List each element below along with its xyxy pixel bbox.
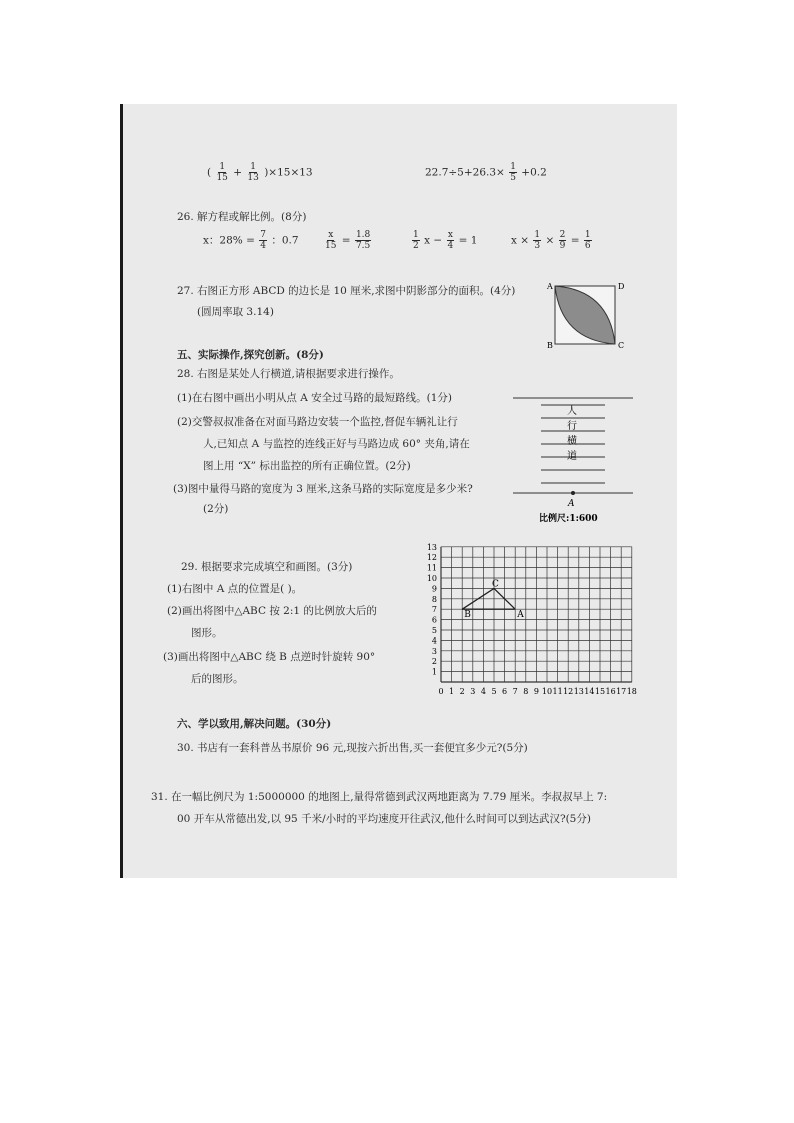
y-tick-label: 4 [431,636,437,646]
y-tick-label: 2 [431,657,437,667]
text: +0.2 [521,166,547,179]
x-tick-label: 9 [533,687,539,696]
point-a-marker [571,491,575,495]
fraction [446,230,454,251]
section-6-heading: 六、学以致用,解决问题。(30分) [177,718,332,730]
denominator: 6 [584,241,591,251]
crosswalk-char: 人 [567,406,577,417]
label-b: B [547,341,553,350]
question-28-part2-line2: 人,已知点 A 与监控的连线正好与马路边成 60° 夹角,请在 [203,438,470,450]
equation-2 [323,230,372,251]
question-26-title: 26. 解方程或解比例。(8分) [177,211,307,223]
denominator: 13 [247,173,259,183]
numerator: 1 [534,230,541,240]
x-tick-label: 3 [470,687,476,696]
denominator: 3 [534,241,541,251]
fraction [259,230,267,251]
text: = [570,234,580,247]
denominator: 4 [447,241,454,251]
question-28-part2-line3: 图上用 “X” 标出监控的所有正确位置。(2分) [203,460,411,472]
question-29-title: 29. 根据要求完成填空和画图。(3分) [181,561,353,573]
expression-2 [425,162,547,183]
denominator: 4 [260,241,266,251]
x-tick-label: 18 [626,687,637,696]
question-29-part2-line2: 图形。 [191,627,223,639]
x-tick-label: 8 [523,687,529,696]
text: × [545,234,555,247]
numerator: x [447,230,453,240]
numerator: 1 [584,230,591,240]
label-a: A [517,610,524,621]
label-c: C [492,579,499,590]
fraction [584,230,592,251]
fraction [215,162,228,183]
y-tick-label: 3 [431,646,437,656]
x-tick-label: 2 [459,687,465,696]
fraction [246,162,259,183]
point-a-label: A [568,499,575,509]
y-tick-label: 9 [431,584,437,594]
y-tick-label: 12 [426,553,437,563]
x-tick-label: 1 [449,687,455,696]
question-29-part3-line1: (3)画出将图中△ABC 绕 B 点逆时针旋转 90° [163,651,376,663]
label-b: B [464,610,471,621]
text: ( [207,166,212,179]
equation-4 [511,230,593,251]
x-tick-label: 17 [616,687,627,696]
label-c: C [618,341,625,350]
coordinate-grid [423,536,647,700]
crosswalk-char: 横 [567,436,577,447]
fraction [509,162,517,183]
numerator: 2 [559,230,566,240]
question-28-part3-line2: (2分) [203,503,229,515]
section-5-heading: 五、实际操作,探究创新。(8分) [177,349,324,361]
equation-1 [203,230,299,251]
x-tick-label: 13 [573,687,584,696]
x-tick-label: 11 [552,687,563,696]
expression-1 [207,162,313,183]
text: = [341,234,351,247]
fraction [355,230,371,251]
text: )×15×13 [264,166,313,179]
text: ：0.7 [271,234,299,247]
label-d: D [618,282,625,291]
numerator: 1 [510,162,516,172]
square-lens-figure [539,276,629,350]
numerator: 1 [413,230,419,240]
question-27-line1: 27. 右图正方形 ABCD 的边长是 10 厘米,求图中阴影部分的面积。(4分) [177,285,516,297]
text: + [233,166,243,179]
question-28-title: 28. 右图是某处人行横道,请根据要求进行操作。 [177,368,400,380]
y-tick-label: 13 [426,542,437,552]
crosswalk-char: 道 [567,451,577,462]
y-tick-label: 7 [431,605,437,615]
question-29-part3-line2: 后的图形。 [191,673,244,685]
question-29-part1: (1)右图中 A 点的位置是( )。 [167,583,303,595]
question-31-line1: 31. 在一幅比例尺为 1:5000000 的地图上,量得常德到武汉两地距离为 7.79 厘米。李叔叔早上 7: [151,791,608,803]
question-27-line2: (圆周率取 3.14) [197,306,274,318]
x-tick-label: 7 [512,687,518,696]
question-28-part1: (1)在右图中画出小明从点 A 安全过马路的最短路线。(1分) [177,392,453,404]
fraction [324,230,337,251]
text: x − [424,234,443,247]
label-a: A [547,282,553,291]
fraction [559,230,567,251]
numerator: 7 [260,230,266,240]
question-28-part2-line1: (2)交警叔叔准备在对面马路边安装一个监控,督促车辆礼让行 [177,416,458,428]
text: 22.7÷5+26.3× [425,166,505,179]
denominator: 2 [413,241,419,251]
y-tick-label: 11 [426,563,437,573]
y-tick-label: 1 [431,667,437,677]
x-tick-label: 14 [584,687,595,696]
x-tick-label: 5 [491,687,497,696]
question-28-part3-line1: (3)图中量得马路的宽度为 3 厘米,这条马路的实际宽度是多少米? [173,483,473,495]
numerator: 1 [250,162,256,172]
x-tick-label: 10 [541,687,553,696]
fraction [533,230,541,251]
denominator: 15 [325,241,337,251]
fraction [412,230,420,251]
text: x × [511,234,530,247]
denominator: 9 [559,241,566,251]
text: = 1 [458,234,478,247]
numerator: x [328,230,334,240]
question-30: 30. 书店有一套科普丛书原价 96 元,现按六折出售,买一套便宜多少元?(5分) [177,742,528,754]
exam-page [120,104,677,878]
x-tick-label: 15 [594,687,606,696]
x-tick-label: 6 [502,687,508,696]
denominator: 15 [216,173,228,183]
denominator: 7.5 [355,241,371,251]
crosswalk-char: 行 [567,421,577,432]
x-tick-label: 0 [438,687,444,696]
crosswalk-figure [511,390,635,526]
y-tick-label: 6 [431,615,437,625]
x-tick-label: 4 [480,687,486,696]
numerator: 1 [219,162,226,172]
equation-3 [411,230,477,251]
y-tick-label: 8 [431,594,437,604]
scale-label: 比例尺:1:600 [539,514,598,524]
y-tick-label: 10 [426,574,437,583]
y-tick-label: 5 [431,626,437,635]
question-29-part2-line1: (2)画出将图中△ABC 按 2:1 的比例放大后的 [167,605,377,617]
x-tick-label: 12 [563,687,574,696]
text: x：28% = [203,234,255,247]
denominator: 5 [510,173,516,183]
numerator: 1.8 [355,230,371,240]
question-31-line2: 00 开车从常德出发,以 95 千米/小时的平均速度开往武汉,他什么时间可以到达武汉?(5分) [177,813,591,825]
x-tick-label: 16 [605,687,616,696]
